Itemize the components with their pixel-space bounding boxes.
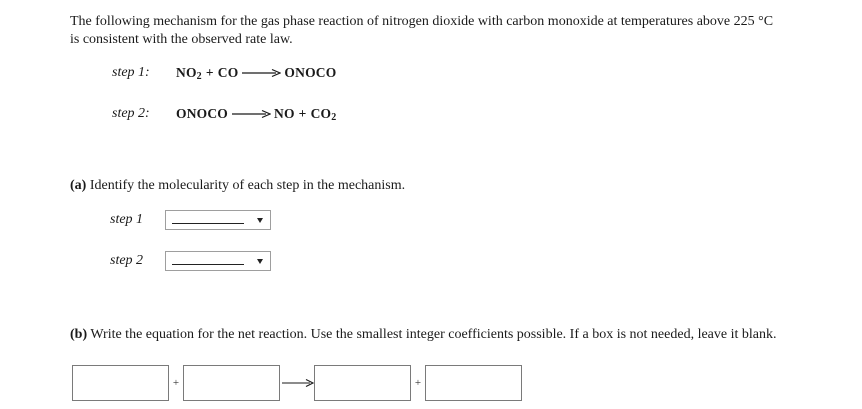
part-b-question [70,327,777,343]
molecularity-step-1-dropdown[interactable] [165,210,271,230]
dropdown-arrow-icon [257,218,263,223]
step-1-reactant-co: CO [217,65,239,80]
blank-line [172,223,244,224]
step-1-product: ONOCO [284,65,337,80]
mechanism-step-2-equation [176,106,336,122]
net-product-box-2[interactable] [425,365,522,401]
step-1-reactant-no2: $NO_2$ [176,65,202,82]
part-a-text: Identify the molecularity of each step in the mechanism. [89,178,406,193]
net-reactant-plus: + [172,377,180,389]
mechanism-step-1-equation [176,65,336,81]
problem-intro [70,13,850,49]
mechanism-step-2-label: step 2: [112,106,150,121]
intro-line-1: The following mechanism for the gas phase reaction of nitrogen dioxide with carbon monoxide at temperatures above 225 °C [70,14,774,29]
net-product-box-1[interactable] [314,365,411,401]
part-b-label: (b) [70,327,88,342]
part-a-label: (a) [70,178,87,193]
molecularity-step-2-dropdown[interactable] [165,251,271,271]
net-reaction-equation [72,365,522,401]
step-2-plus: + [298,106,307,121]
net-reactant-box-2[interactable] [183,365,280,401]
reaction-arrow-icon [231,109,271,119]
reaction-arrow-icon [241,68,281,78]
intro-line-2: is consistent with the observed rate law. [70,32,293,47]
reaction-arrow-icon [280,365,314,401]
blank-line [172,264,244,265]
net-product-plus: + [414,377,422,389]
step-2-product-no: NO [274,106,295,121]
molecularity-step-2-label: step 2 [110,253,144,268]
part-a-question [70,178,405,194]
step-2-reactant: ONOCO [176,106,229,121]
mechanism-step-1-label: step 1: [112,65,150,80]
step-2-product-co2: $CO_2$ [310,106,337,123]
dropdown-arrow-icon [257,259,263,264]
molecularity-step-1-label: step 1 [110,212,144,227]
part-b-text: Write the equation for the net reaction. Use the smallest integer coefficients possible. If a box is not needed, leave it blank. [90,327,777,342]
step-1-plus: + [205,65,214,80]
net-reactant-box-1[interactable] [72,365,169,401]
